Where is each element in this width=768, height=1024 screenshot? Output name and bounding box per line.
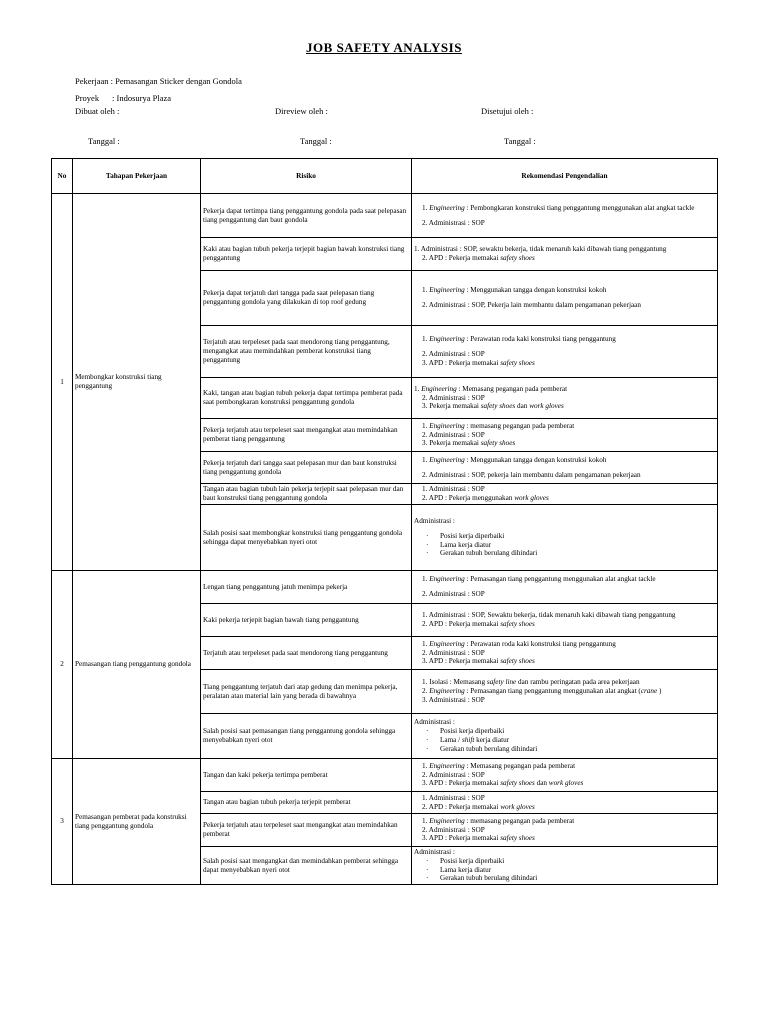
recommendation-cell: [412, 505, 718, 571]
risk-cell: Salah posisi saat pemasangan tiang penggantung gondola sehingga menyebabkan nyeri otot: [201, 714, 412, 759]
work-step: Pemasangan pemberat pada konstruksi tiang penggantung gondola: [73, 759, 201, 885]
step-number: 2: [52, 571, 73, 759]
recommendation-line: 3. APD : Pekerja memakai safety shoes: [422, 834, 535, 843]
date-created-label: Tanggal :: [88, 136, 120, 146]
recommendation-line: 2. Administrasi : SOP: [422, 590, 485, 598]
recommendation-cell: [412, 670, 718, 714]
recommendation-line: 1. Engineering : Memasang pegangan pada pemberat: [414, 384, 568, 393]
risk-cell: Pekerja terjatuh atau terpeleset saat mengangkat atau memindahkan pemberat tiang penggantung: [201, 419, 412, 452]
recommendation-line: 2. Administrasi : SOP, pekerja lain membantu dalam pengamanan pekerjaan: [422, 470, 641, 479]
risk-cell: Tangan dan kaki pekerja tertimpa pemberat: [201, 759, 412, 792]
recommendation-line: · Lama kerja diatur: [414, 866, 715, 875]
table-row: [52, 194, 718, 238]
recommendation-line: 3. APD : Pekerja memakai safety shoes: [422, 657, 535, 666]
recommendation-cell: [412, 637, 718, 670]
risk-cell: Kaki pekerja terjepit bagian bawah tiang penggantung: [201, 604, 412, 637]
recommendation-line: 1. Engineering : memasang pegangan pada pemberat: [422, 421, 575, 430]
recommendation-line: Administrasi :: [414, 516, 455, 525]
recommendation-line: 3. APD : Pekerja memakai safety shoes: [422, 358, 535, 367]
created-by-label: Dibuat oleh :: [75, 106, 120, 116]
recommendation-line: 2. Engineering : Pemasangan tiang penggantung menggunakan alat angkat (crane ): [422, 687, 662, 696]
recommendation-line: 2. APD : Pekerja memakai work gloves: [422, 802, 535, 811]
recommendation-line: 2. Administrasi : SOP: [422, 825, 485, 834]
recommendation-line: 1. Isolasi : Memasang safety line dan rambu peringatan pada area pekerjaan: [422, 678, 640, 687]
risk-cell: Tiang penggantung terjatuh dari atap gedung dan menimpa pekerja, peralatan atau material lain yang berada di bawahnya: [201, 670, 412, 714]
recommendation-cell: [412, 378, 718, 419]
recommendation-line: · Posisi kerja diperbaiki: [414, 727, 715, 736]
recommendation-line: Administrasi :: [414, 718, 455, 727]
recommendation-cell: [412, 792, 718, 814]
recommendation-line: 1. Engineering : memasang pegangan pada pemberat: [422, 816, 575, 825]
recommendation-line: · Gerakan tubuh berulang dihindari: [414, 874, 715, 883]
risk-cell: Tangan atau bagian tubuh pekerja terjepit pemberat: [201, 792, 412, 814]
work-step: Pemasangan tiang penggantung gondola: [73, 571, 201, 759]
table-row: [52, 759, 718, 792]
recommendation-cell: [412, 604, 718, 637]
recommendation-line: · Gerakan tubuh berulang dihindari: [414, 745, 715, 754]
recommendation-cell: [412, 271, 718, 326]
recommendation-line: 1. Engineering : Perawatan roda kaki konstruksi tiang penggantung: [422, 639, 616, 648]
header-recommendation: Rekomendasi Pengendalian: [412, 159, 718, 194]
risk-cell: Kaki, tangan atau bagian tubuh pekerja dapat tertimpa pemberat pada saat pembongkaran konstruksi penggantung gondola: [201, 378, 412, 419]
recommendation-line: 1. Engineering : Menggunakan tangga dengan konstruksi kokoh: [422, 455, 607, 464]
recommendation-line: · Lama / shift kerja diatur: [414, 736, 715, 745]
recommendation-cell: [412, 452, 718, 484]
risk-cell: Kaki atau bagian tubuh pekerja terjepit bagian bawah konstruksi tiang penggantung: [201, 238, 412, 271]
recommendation-line: 2. APD : Pekerja memakai safety shoes: [422, 620, 535, 628]
risk-cell: Salah posisi saat mengangkat dan memindahkan pemberat sehingga dapat menyebabkan nyeri otot: [201, 847, 412, 885]
table-body: [52, 194, 718, 885]
recommendation-line: 3. Pekerja memakai safety shoes: [422, 439, 516, 448]
recommendation-cell: [412, 814, 718, 847]
recommendation-line: 2. APD : Pekerja menggunakan work gloves: [422, 494, 549, 502]
recommendation-line: 2. Administrasi : SOP: [422, 648, 485, 657]
date-approved-label: Tanggal :: [504, 136, 536, 146]
risk-cell: Pekerja terjatuh atau terpeleset saat mengangkat atau memindahkan pemberat: [201, 814, 412, 847]
recommendation-line: 3. APD : Pekerja memakai safety shoes dan work gloves: [422, 779, 584, 788]
risk-cell: Salah posisi saat membongkar konstruksi tiang penggantung gondola sehingga dapat menyebabkan nyeri otot: [201, 505, 412, 571]
recommendation-line: 1. Administrasi : SOP: [422, 485, 485, 494]
table-header-row: [52, 159, 718, 194]
recommendation-cell: [412, 571, 718, 604]
recommendation-line: · Posisi kerja diperbaiki: [414, 532, 715, 541]
recommendation-cell: [412, 238, 718, 271]
job-field: Pekerjaan : Pemasangan Sticker dengan Gondola: [75, 76, 242, 86]
recommendation-cell: [412, 484, 718, 505]
recommendation-line: 1. Engineering : Menggunakan tangga dengan konstruksi kokoh: [422, 286, 607, 295]
risk-cell: Pekerja dapat terjatuh dari tangga pada saat pelepasan tiang penggantung gondola yang dilakukan di top roof gedung: [201, 271, 412, 326]
project-label: Proyek: [75, 93, 100, 103]
recommendation-cell: [412, 759, 718, 792]
recommendation-line: · Gerakan tubuh berulang dihindari: [414, 549, 715, 558]
header-risk: Risiko: [201, 159, 412, 194]
recommendation-line: 1. Engineering : Pembongkaran konstruksi tiang penggantung menggunakan alat angkat tackle: [422, 203, 695, 212]
step-number: 3: [52, 759, 73, 885]
recommendation-line: 1. Administrasi : SOP, Sewaktu bekerja, tidak menaruh kaki dibawah tiang penggantung: [422, 611, 676, 620]
approved-by-label: Disetujui oleh :: [481, 106, 534, 116]
recommendation-line: 1. Engineering : Memasang pegangan pada pemberat: [422, 761, 576, 770]
recommendation-line: Administrasi :: [414, 848, 455, 856]
recommendation-line: 1. Administrasi : SOP: [422, 793, 485, 802]
recommendation-line: · Posisi kerja diperbaiki: [414, 857, 715, 866]
recommendation-cell: [412, 714, 718, 759]
recommendation-line: 3. Pekerja memakai safety shoes dan work gloves: [422, 402, 564, 411]
recommendation-line: 2. APD : Pekerja memakai safety shoes: [422, 254, 535, 262]
risk-cell: Lengan tiang penggantung jatuh menimpa pekerja: [201, 571, 412, 604]
header-step: Tahapan Pekerjaan: [73, 159, 201, 194]
recommendation-line: 1. Engineering : Pemasangan tiang penggantung menggunakan alat angkat tackle: [422, 575, 656, 584]
risk-cell: Pekerja terjatuh dari tangga saat pelepasan mur dan baut konstruksi tiang penggantung gondola: [201, 452, 412, 484]
work-step: Membongkar konstruksi tiang penggantung: [73, 194, 201, 571]
date-reviewed-label: Tanggal :: [300, 136, 332, 146]
project-value: : Indosurya Plaza: [112, 93, 172, 103]
recommendation-line: 2. Administrasi : SOP: [422, 770, 485, 779]
recommendation-line: 2. Administrasi : SOP, Pekerja lain membantu dalam pengamanan pekerjaan: [422, 301, 641, 309]
risk-cell: Tangan atau bagian tubuh lain pekerja terjepit saat pelepasan mur dan baut konstruksi tiang penggantung gondola: [201, 484, 412, 505]
recommendation-cell: [412, 847, 718, 885]
reviewed-by-label: Direview oleh :: [275, 106, 328, 116]
recommendation-line: 1. Administrasi : SOP, sewaktu bekerja, tidak menaruh kaki dibawah tiang penggantung: [414, 245, 667, 254]
header-no: No: [52, 159, 73, 194]
recommendation-line: 2. Administrasi : SOP: [422, 350, 485, 359]
risk-cell: Pekerja dapat tertimpa tiang penggantung gondola pada saat pelepasan tiang penggantung dan baut gondola: [201, 194, 412, 238]
table-row: [52, 571, 718, 604]
recommendation-line: 2. Administrasi : SOP: [422, 430, 485, 439]
risk-cell: Terjatuh atau terpeleset pada saat mendorong tiang penggantung, mengangkat atau memindahkan pemberat konstruksi tiang penggantung: [201, 326, 412, 378]
recommendation-cell: [412, 194, 718, 238]
recommendation-cell: [412, 419, 718, 452]
recommendation-line: 1. Engineering : Perawatan roda kaki konstruksi tiang penggantung: [422, 335, 616, 344]
recommendation-line: 3. Administrasi : SOP: [422, 695, 485, 704]
recommendation-line: · Lama kerja diatur: [414, 541, 715, 550]
recommendation-cell: [412, 326, 718, 378]
recommendation-line: 2. Administrasi : SOP: [422, 393, 485, 402]
document-title: JOB SAFETY ANALYSIS: [306, 40, 462, 55]
step-number: 1: [52, 194, 73, 571]
jsa-table: [51, 158, 718, 885]
recommendation-line: 2. Administrasi : SOP: [422, 218, 485, 227]
risk-cell: Terjatuh atau terpeleset pada saat mendorong tiang penggantung: [201, 637, 412, 670]
